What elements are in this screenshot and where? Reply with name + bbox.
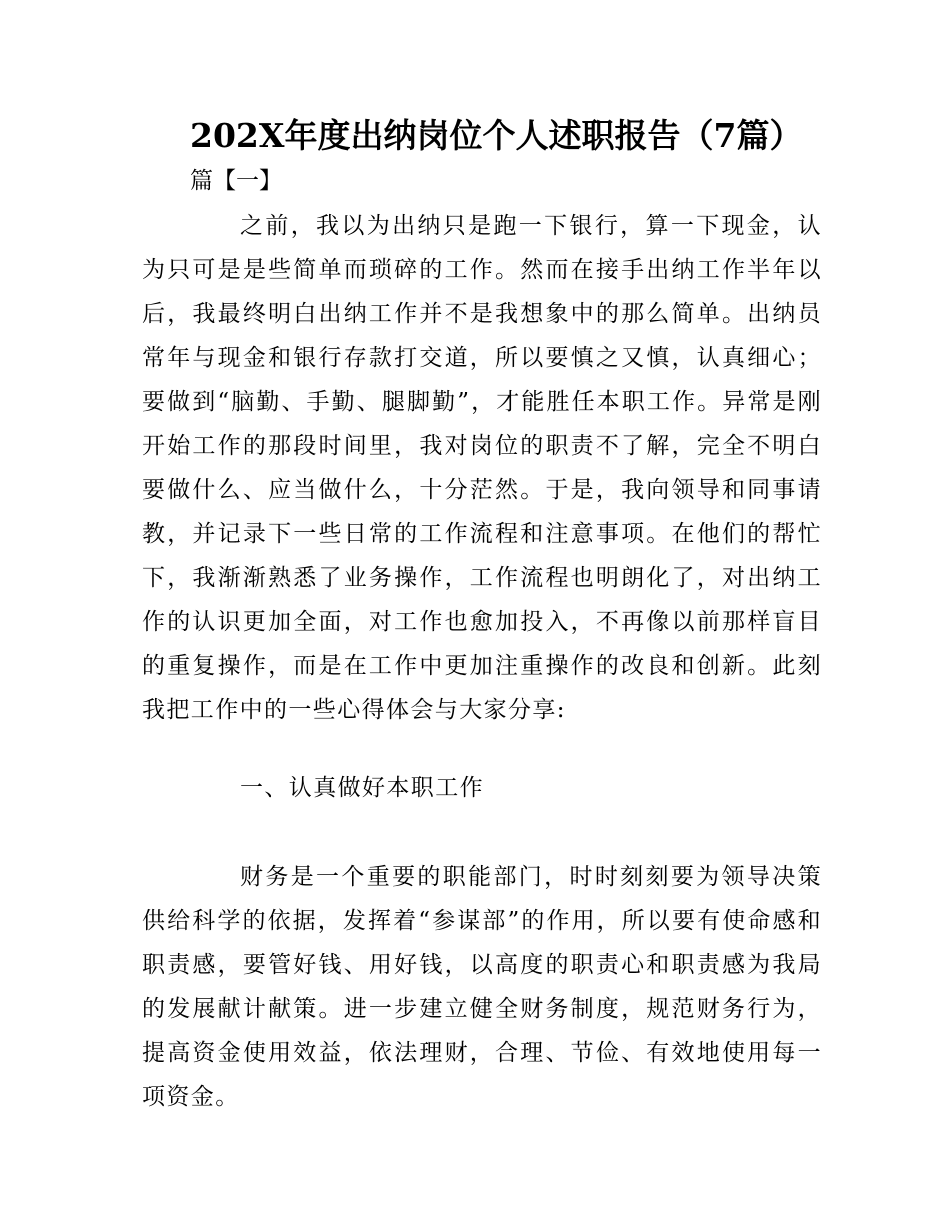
document-title: 202X年度出纳岗位个人述职报告（7篇） — [190, 116, 803, 155]
paragraph-section-one: 财务是一个重要的职能部门，时时刻刻要为领导决策供给科学的依据，发挥着“参谋部”的作用，所以要有使命感和职责感，要管好钱、用好钱，以高度的职责心和职责感为我局的发展献计献策。进一步建立健全财务制度，规范财务行为，提高资金使用效益，依法理财，合理、节俭、有效地使用每一项资金。 — [142, 864, 822, 1110]
section-heading: 一、认真做好本职工作 — [240, 775, 484, 801]
paragraph-intro: 之前，我以为出纳只是跑一下银行，算一下现金，认为只可是是些简单而琐碎的工作。然而在接手出纳工作半年以后，我最终明白出纳工作并不是我想象中的那么简单。出纳员常年与现金和银行存款打交道，所以要慎之又慎，认真细心；要做到“脑勤、手勤、腿脚勤”，才能胜任本职工作。异常是刚开始工作的那段时间里，我对岗位的职责不了解，完全不明白要做什么、应当做什么，十分茫然。于是，我向领导和同事请教，并记录下一些日常的工作流程和注意事项。在他们的帮忙下，我渐渐熟悉了业务操作，工作流程也明朗化了，对出纳工作的认识更加全面，对工作也愈加投入，不再像以前那样盲目的重复操作，而是在工作中更加注重操作的改良和创新。此刻我把工作中的一些心得体会与大家分享: — [142, 213, 822, 723]
chapter-label: 篇【一】 — [190, 168, 282, 194]
